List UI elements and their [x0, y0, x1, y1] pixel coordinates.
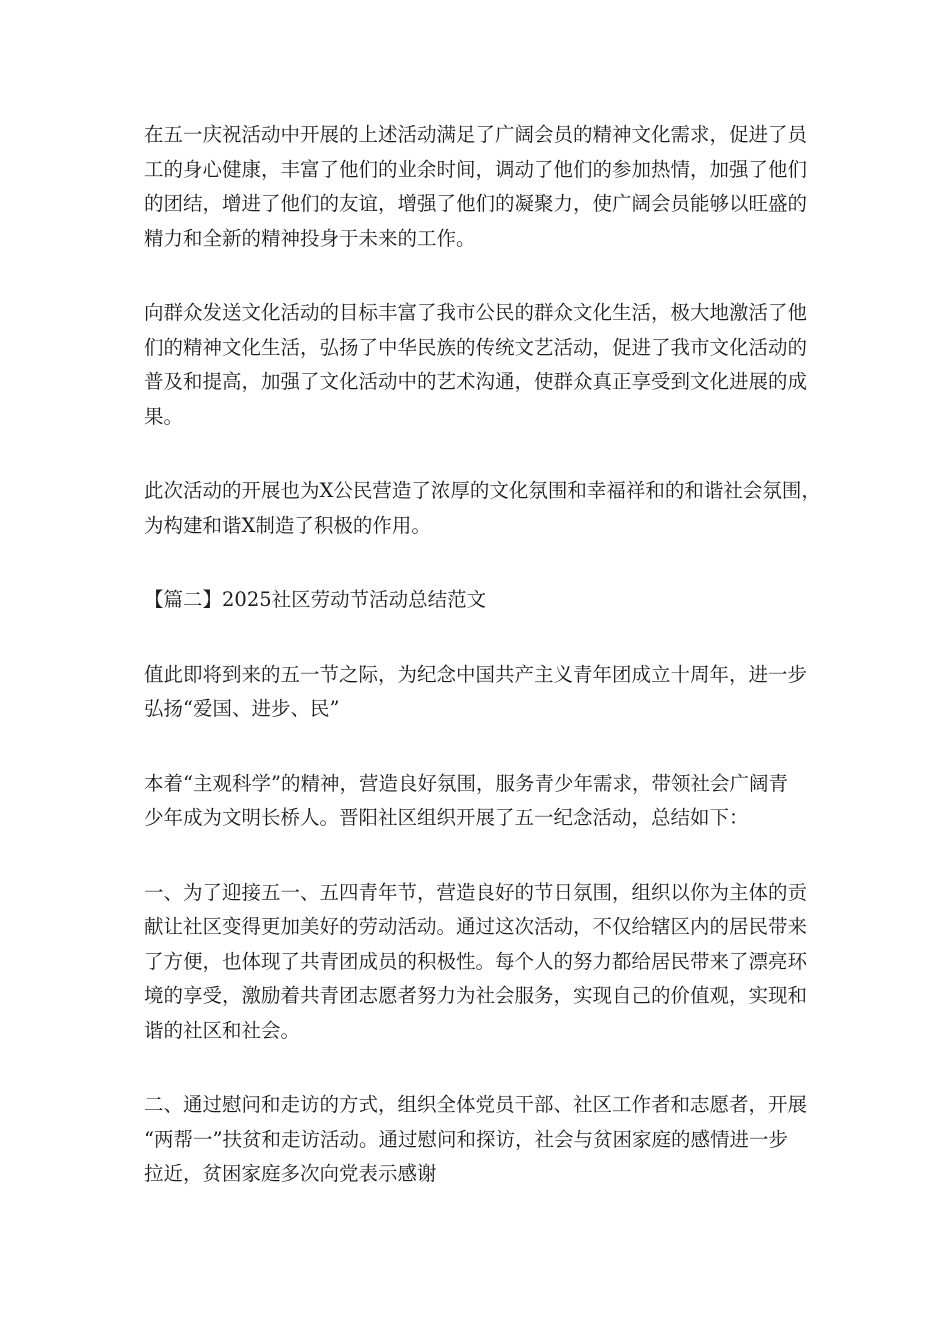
text-line: 了方便，也体现了共青团成员的积极性。每个人的努力都给居民带来了漂亮环	[144, 949, 808, 973]
text-line: 工的身心健康，丰富了他们的业余时间，调动了他们的参加热情，加强了他们	[144, 157, 808, 181]
text-line: 果。	[144, 404, 184, 428]
text-line: 的团结，增进了他们的友谊，增强了他们的凝聚力，使广阔会员能够以旺盛的	[144, 192, 808, 215]
paragraph-6	[144, 767, 812, 836]
section-heading	[144, 583, 812, 618]
text-line: “两帮一”扶贫和走访活动。通过慰问和探访，社会与贫困家庭的感情进一步	[144, 1127, 788, 1151]
paragraph-7	[144, 876, 812, 1049]
text-line: 精力和全新的精神投身于未来的工作。	[144, 226, 476, 250]
text-line: 弘扬“爱国、进步、民”	[144, 697, 340, 720]
text-line: 为构建和谐X制造了积极的作用。	[144, 513, 431, 537]
paragraph-3	[144, 474, 821, 543]
text-line: 普及和提高，加强了文化活动中的艺术沟通，使群众真正享受到文化进展的成	[144, 370, 808, 393]
text-line: 献让社区变得更加美好的劳动活动。通过这次活动，不仅给辖区内的居民带来	[144, 915, 808, 938]
document-body	[144, 118, 821, 1192]
text-line: 二、通过慰问和走访的方式，组织全体党员干部、社区工作者和志愿者，开展	[144, 1093, 808, 1116]
paragraph-2	[144, 296, 812, 434]
paragraph-5	[144, 658, 812, 727]
text-line: 值此即将到来的五一节之际，为纪念中国共产主义青年团成立十周年，进一步	[144, 662, 808, 686]
text-line: 少年成为文明长桥人。晋阳社区组织开展了五一纪念活动，总结如下：	[144, 806, 749, 829]
text-line: 在五一庆祝活动中开展的上述活动满足了广阔会员的精神文化需求，促进了员	[144, 123, 808, 146]
text-line: 此次活动的开展也为X公民营造了浓厚的文化氛围和幸福祥和的和谐社会氛围，	[144, 479, 821, 502]
paragraph-8	[144, 1088, 812, 1192]
text-line: 本着“主观科学”的精神，营造良好氛围，服务青少年需求，带领社会广阔青	[144, 771, 788, 795]
text-line: 向群众发送文化活动的目标丰富了我市公民的群众文化生活，极大地激活了他	[144, 301, 808, 324]
text-line: 谐的社区和社会。	[144, 1018, 301, 1042]
text-line: 境的享受，激励着共青团志愿者努力为社会服务，实现自己的价值观，实现和	[144, 984, 808, 1007]
text-line: 们的精神文化生活，弘扬了中华民族的传统文艺活动，促进了我市文化活动的	[144, 335, 808, 359]
text-line: 拉近，贫困家庭多次向党表示感谢	[144, 1162, 437, 1185]
paragraph-1	[144, 118, 812, 256]
text-line: 一、为了迎接五一、五四青年节，营造良好的节日氛围，组织以你为主体的贡	[144, 880, 808, 904]
heading-line: 【篇二】2025社区劳动节活动总结范文	[144, 588, 487, 611]
